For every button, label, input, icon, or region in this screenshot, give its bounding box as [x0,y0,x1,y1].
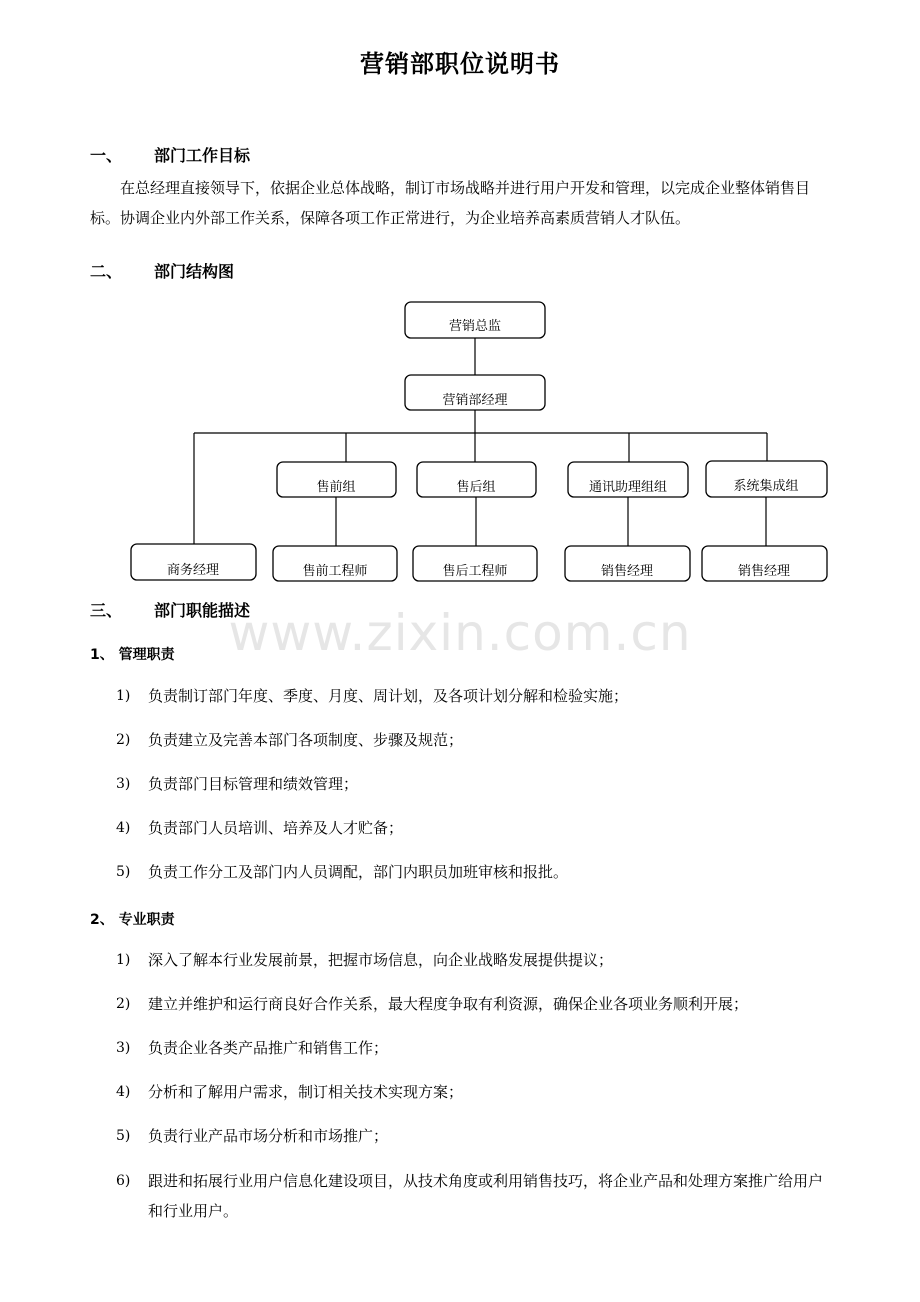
item-text: 负责部门目标管理和绩效管理； [148,775,359,793]
org-node-business-manager [131,544,256,580]
org-label: 营销部经理 [442,393,508,408]
item-number: 1) [116,688,131,704]
item-text: 建立并维护和运行商良好合作关系，最大程度争取有利资源，确保企业各项业务顺利开展； [148,995,749,1013]
item-text: 负责部门人员培训、培养及人才贮备； [148,819,404,837]
section-title: 部门工作目标 [154,146,251,165]
item-text: 负责制订部门年度、季度、月度、周计划，及各项计划分解和检验实施； [148,687,629,705]
section-number: 一、 [90,146,123,165]
item-text: 分析和了解用户需求，制订相关技术实现方案； [148,1083,464,1101]
item-number: 4) [116,1084,131,1100]
section-number: 三、 [90,601,123,620]
item-number: 3) [116,1040,131,1056]
org-label: 商务经理 [166,563,220,578]
item-number: 5) [116,864,131,880]
list-item [116,945,836,975]
professional-heading: 2、 专业职责 [90,912,175,928]
management-heading: 1、 管理职责 [90,647,175,663]
item-text: 负责建立及完善本部门各项制度、步骤及规范； [148,731,464,749]
list-item [116,1033,836,1063]
org-node-director [405,302,545,338]
goal-paragraph: 在总经理直接领导下，依据企业总体战略，制订市场战略并进行用户开发和管理，以完成企业整体销售目标。协调企业内外部工作关系，保障各项工作正常进行，为企业培养高素质营销人才队伍。 [90,179,811,227]
org-label: 销售经理 [600,564,654,579]
list-item [116,1166,836,1226]
org-label: 售后工程师 [442,564,508,579]
item-number: 2) [116,996,131,1012]
org-node-sales-manager-2 [702,546,827,581]
item-text: 跟进和拓展行业用户信息化建设项目，从技术角度或利用销售技巧，将企业产品和处理方案推广给用户和行业用户。 [148,1172,824,1220]
item-text: 深入了解本行业发展前景，把握市场信息，向企业战略发展提供提议； [148,951,614,969]
list-item [116,681,836,711]
item-number: 6) [116,1173,131,1189]
org-node-comm-assistant-group [568,462,688,497]
item-number: 2) [116,732,131,748]
org-label: 通讯助理组组 [588,480,668,495]
list-item [116,813,836,843]
org-node-manager [405,375,545,410]
list-item [116,769,836,799]
item-text: 负责工作分工及部门内人员调配，部门内职员加班审核和报批。 [148,863,569,881]
item-number: 1) [116,952,131,968]
item-number: 3) [116,776,131,792]
list-item [116,725,836,755]
org-label: 售前组 [316,480,356,495]
item-text: 负责企业各类产品推广和销售工作； [148,1039,389,1057]
watermark: www.zixin.com.cn [228,604,692,662]
org-node-sales-manager-1 [565,546,690,581]
page-title: 营销部职位说明书 [360,50,560,78]
section-heading-functions [90,598,250,621]
org-node-aftersales-group [417,462,536,497]
section-title: 部门结构图 [154,262,235,281]
section-number: 二、 [90,262,123,281]
org-label: 售前工程师 [302,564,368,579]
section-title: 部门职能描述 [154,601,251,620]
item-text: 负责行业产品市场分析和市场推广； [148,1127,389,1145]
org-label: 售后组 [456,480,496,495]
list-item [116,1121,836,1151]
org-label: 销售经理 [737,564,791,579]
org-node-presales-engineer [273,546,397,581]
list-item [116,1077,836,1107]
item-number: 5) [116,1128,131,1144]
list-item [116,857,836,887]
org-node-system-integration-group [706,461,827,497]
item-number: 4) [116,820,131,836]
org-chart [0,0,920,600]
org-node-presales-group [277,462,396,497]
org-label: 营销总监 [448,319,502,334]
org-label: 系统集成组 [733,479,799,494]
list-item [116,989,836,1019]
org-node-aftersales-engineer [413,546,537,581]
